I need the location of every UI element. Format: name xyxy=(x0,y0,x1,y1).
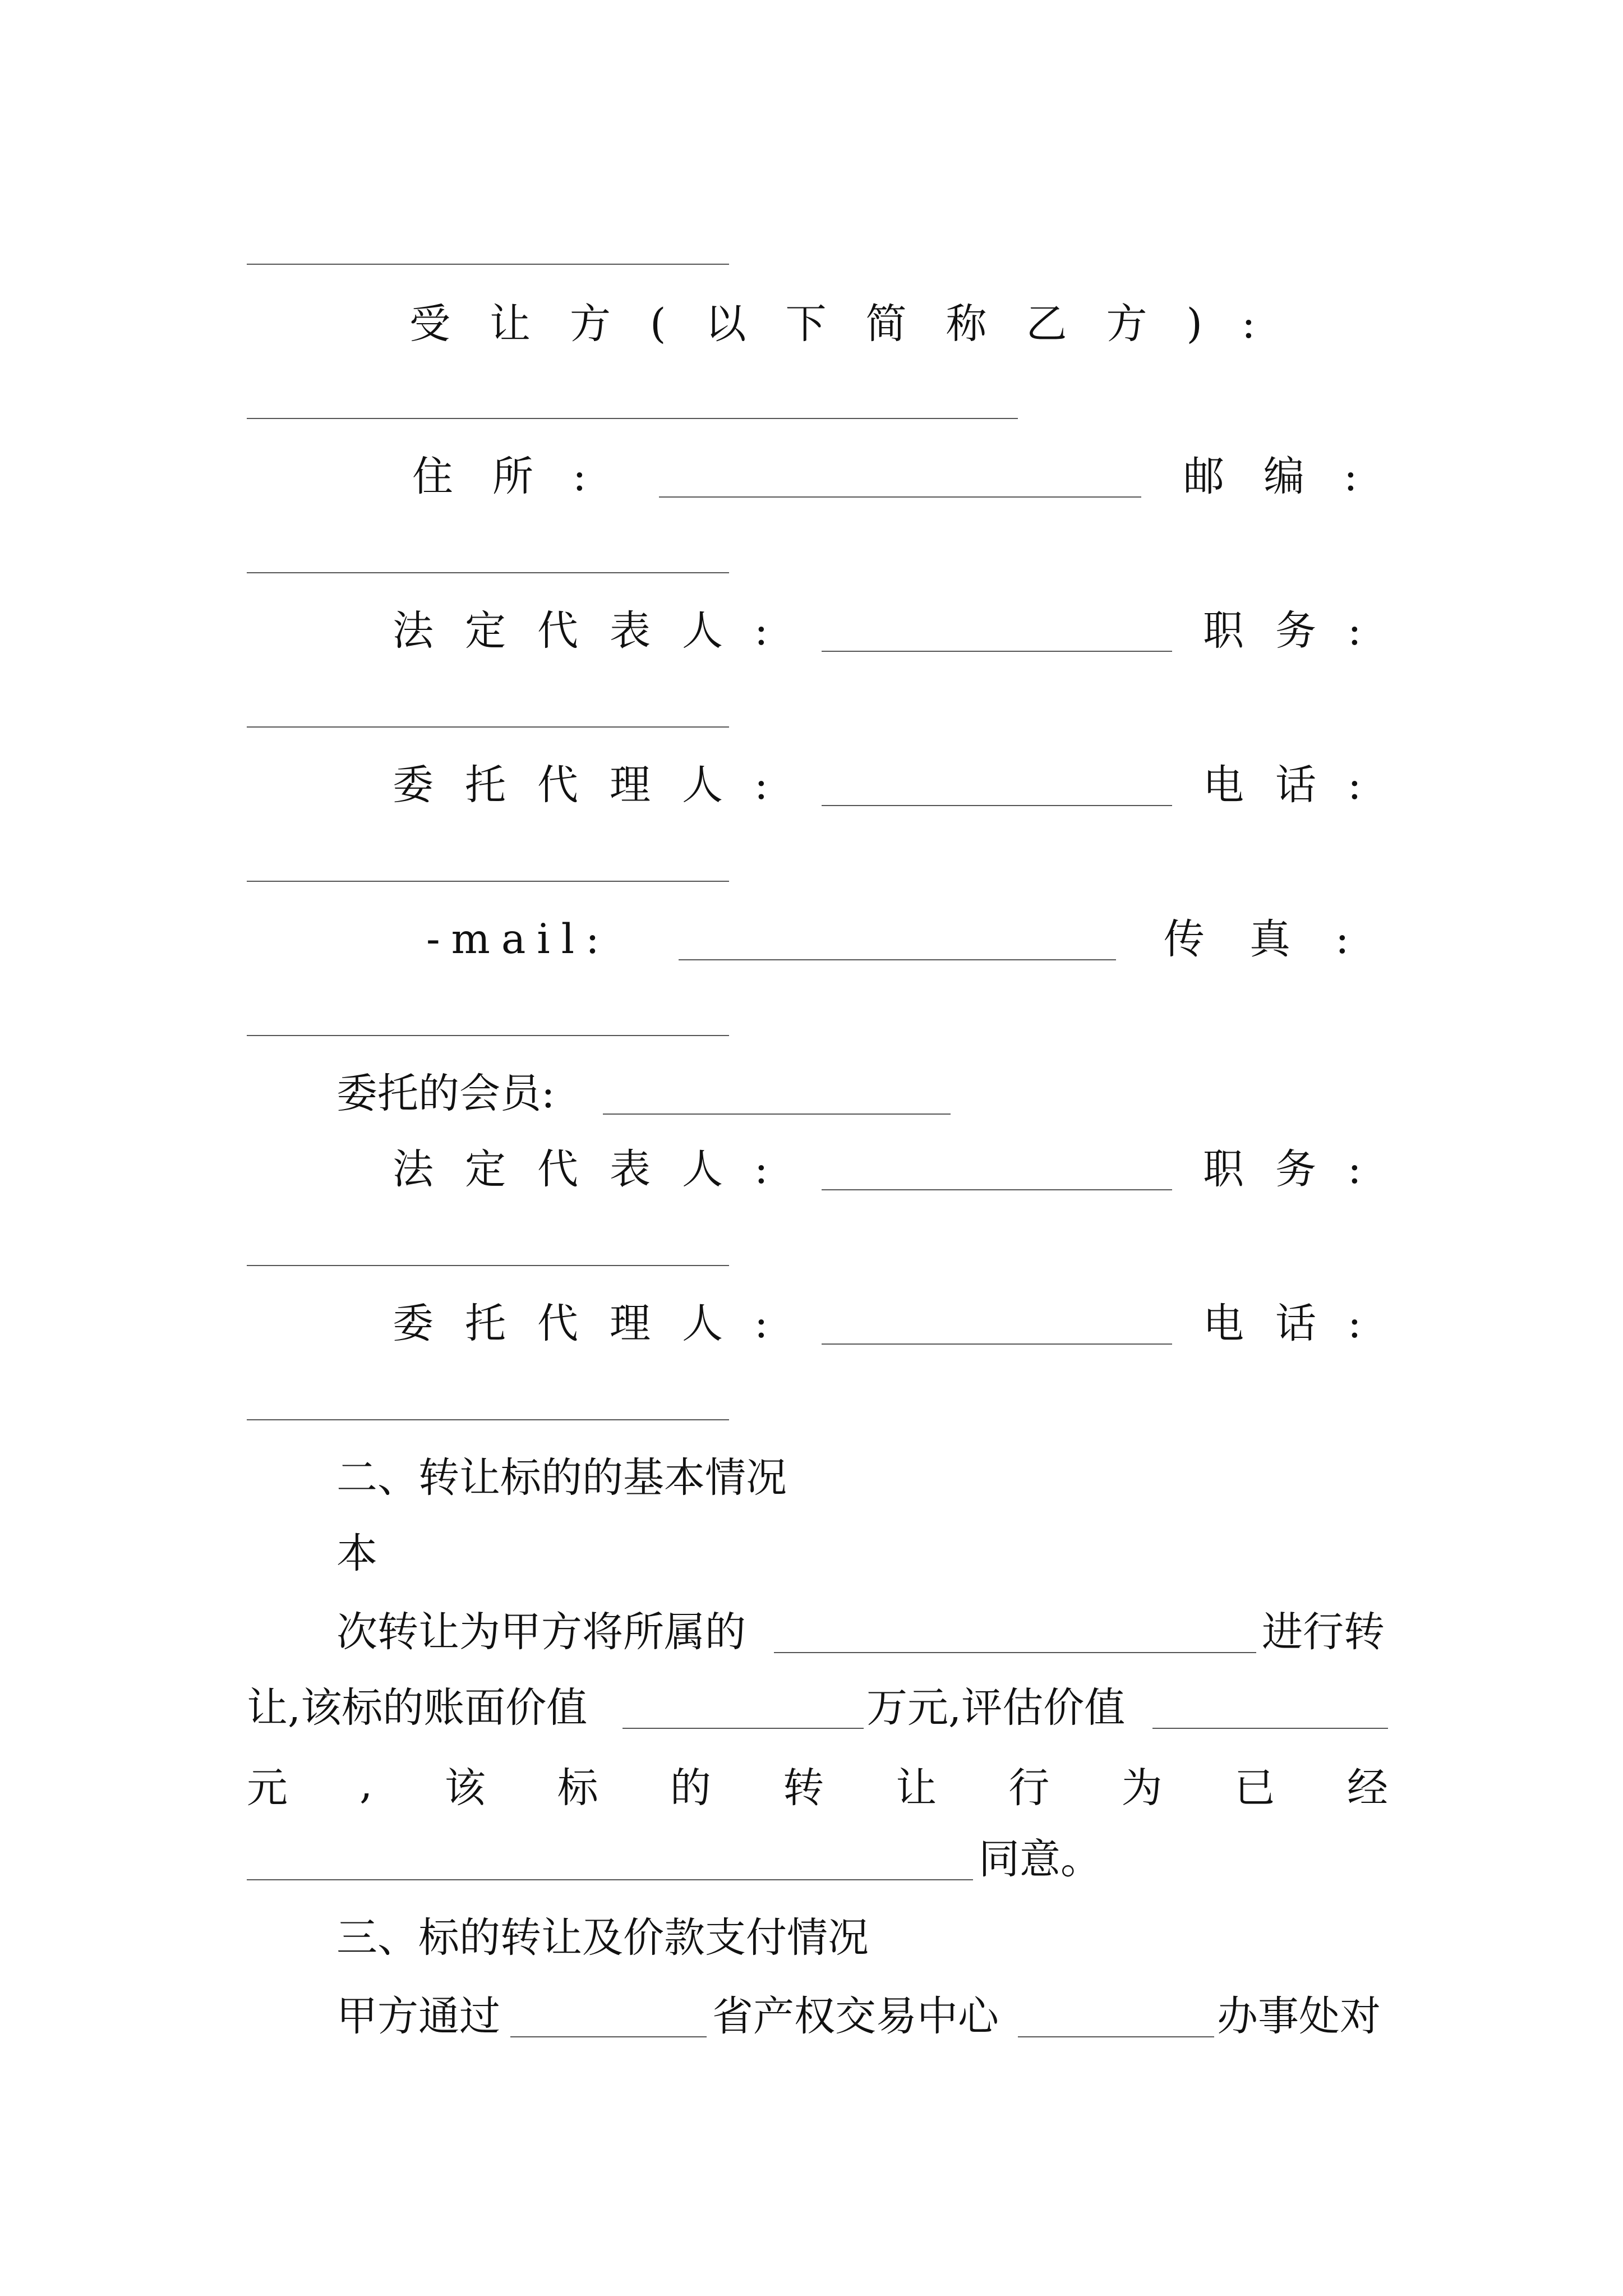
section2-line3-char: , xyxy=(359,1760,373,1808)
section2-line2-a: 让,该标的账面价值 xyxy=(247,1684,588,1732)
assignee-name-blank xyxy=(247,418,1018,419)
address-blank xyxy=(659,496,1141,498)
agent-blank xyxy=(822,805,1172,806)
section2-line1-b: 进行转 xyxy=(1262,1608,1385,1656)
member-legal-rep-blank xyxy=(822,1189,1172,1190)
section3-line1-b: 省产权交易中心 xyxy=(712,1993,999,2040)
phone-label: 电话: xyxy=(1203,761,1393,809)
postcode-blank xyxy=(247,572,729,573)
position-blank xyxy=(247,726,729,728)
legal-rep-blank xyxy=(822,651,1172,652)
member-phone-label: 电话: xyxy=(1203,1300,1393,1347)
appraised-value-blank xyxy=(1152,1728,1388,1729)
section3-line1-c: 办事处对 xyxy=(1217,1993,1381,2040)
section2-line2-b: 万元,评估价值 xyxy=(866,1684,1126,1732)
section3-line1-a: 甲方通过 xyxy=(336,1993,500,2040)
blank-line xyxy=(247,264,729,265)
member-position-label: 职务: xyxy=(1203,1145,1393,1193)
section2-line1-a: 次转让为甲方将所属的 xyxy=(336,1608,746,1656)
fax-label: 传真: xyxy=(1164,915,1394,963)
section2-line3-char: 标 xyxy=(557,1764,598,1812)
section2-line3-char: 该 xyxy=(444,1764,486,1812)
postcode-label: 邮编: xyxy=(1183,453,1397,500)
subject-blank xyxy=(774,1652,1256,1653)
email-label: -mail: xyxy=(426,915,611,963)
agent-label: 委托代理人: xyxy=(393,761,800,809)
member-label: 委托的会员: xyxy=(336,1070,555,1117)
section2-line3-char: 为 xyxy=(1121,1764,1163,1812)
member-blank xyxy=(603,1114,951,1115)
section2-line3-char: 经 xyxy=(1347,1764,1388,1812)
section2-line3-char: 转 xyxy=(783,1764,824,1812)
approval-authority-blank xyxy=(247,1879,973,1880)
fax-blank xyxy=(247,1035,729,1036)
section2-line3-char: 已 xyxy=(1234,1764,1275,1812)
section2-line3-char: 让 xyxy=(896,1764,937,1812)
province-blank xyxy=(510,2036,707,2037)
section2-line3-char: 元 xyxy=(247,1764,288,1812)
email-blank xyxy=(679,959,1116,960)
section2-line3-char: 行 xyxy=(1008,1764,1050,1812)
assignee-label-text: 受让方(以下简称乙方): xyxy=(409,300,1295,348)
assignee-label xyxy=(409,292,1368,348)
position-label: 职务: xyxy=(1203,607,1393,655)
phone-blank xyxy=(247,881,729,882)
book-value-blank xyxy=(623,1728,864,1729)
member-agent-blank xyxy=(822,1343,1172,1345)
office-blank xyxy=(1018,2036,1214,2037)
member-phone-blank xyxy=(247,1419,729,1420)
section2-line3 xyxy=(247,1756,1388,1812)
section3-heading: 三、标的转让及价款支付情况 xyxy=(336,1914,869,1962)
member-agent-label: 委托代理人: xyxy=(393,1300,800,1347)
address-label: 住所: xyxy=(412,453,626,500)
section2-line4-end: 同意。 xyxy=(979,1835,1101,1883)
legal-rep-label: 法定代表人: xyxy=(393,607,800,655)
section2-line3-char: 的 xyxy=(670,1764,711,1812)
section2-para-start: 本 xyxy=(336,1530,377,1577)
section2-heading: 二、转让标的的基本情况 xyxy=(336,1454,787,1502)
member-position-blank xyxy=(247,1265,729,1266)
member-legal-rep-label: 法定代表人: xyxy=(393,1145,800,1193)
